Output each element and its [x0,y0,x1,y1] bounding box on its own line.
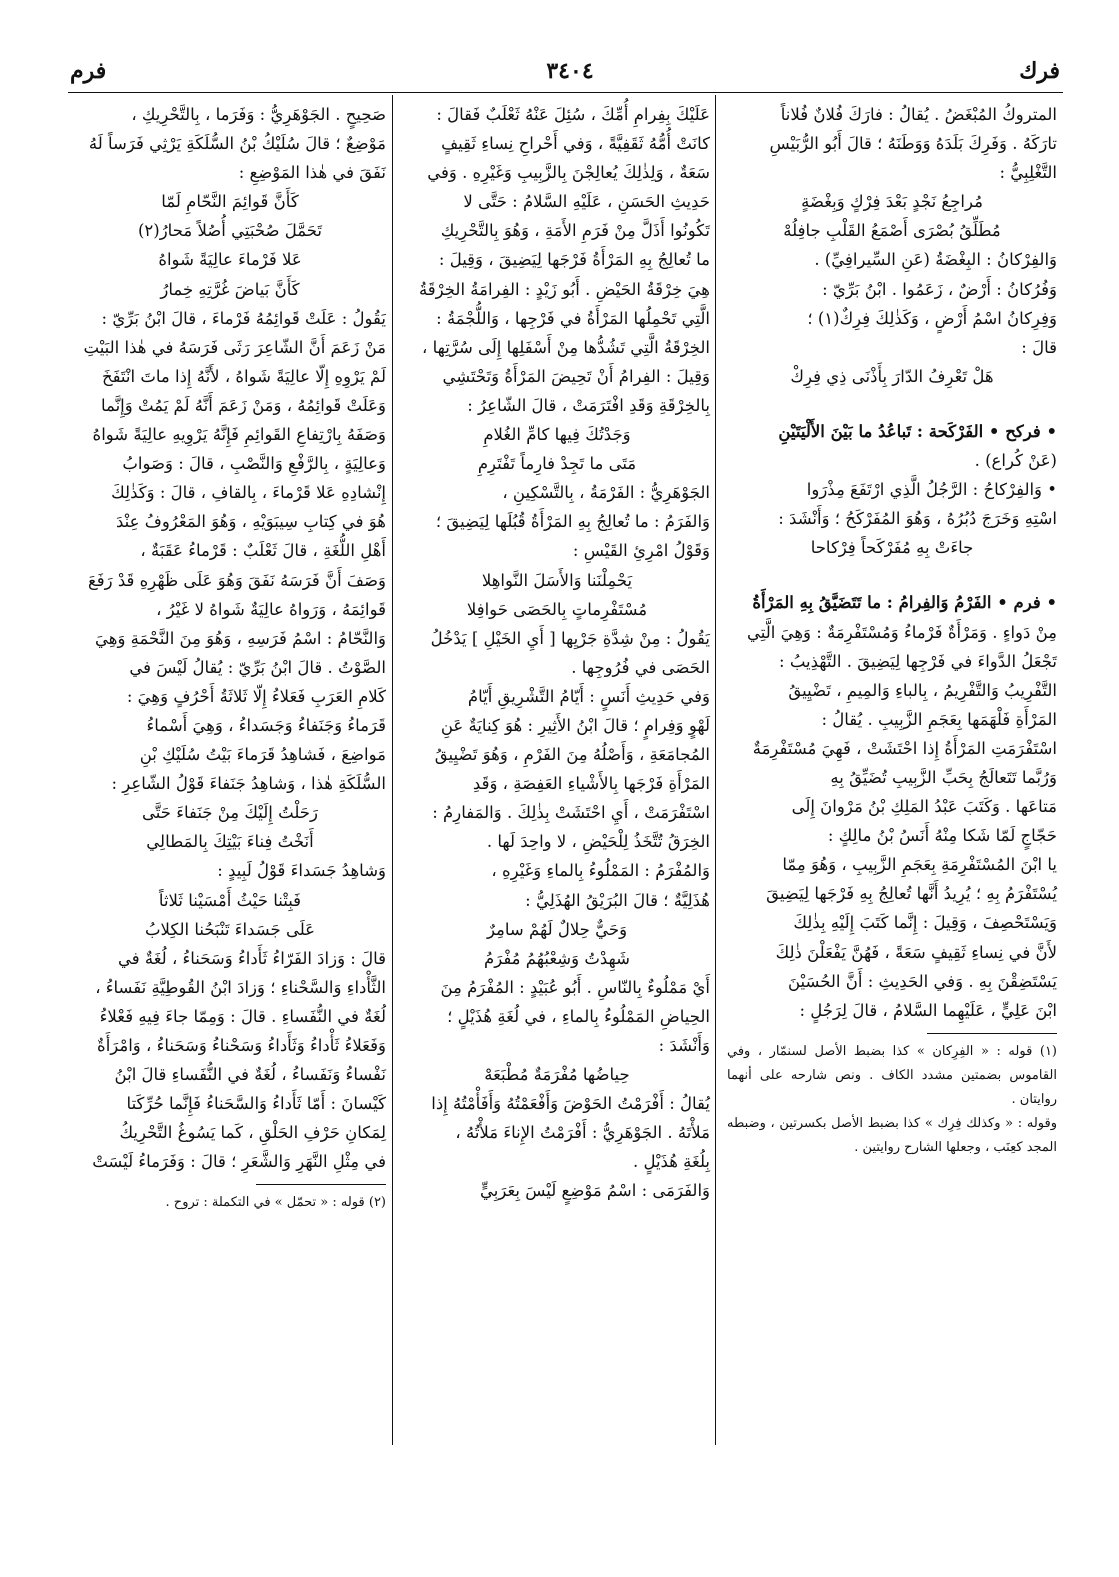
text-line: ابْنَ عَلِيٍّ ، عَلَيْهِما السَّلامُ ، قالَ لِرَجُلٍ : [799,1000,1057,1020]
page-number: ٣٤٠٤ [546,58,594,84]
text-line: كانَتْ أُمُّهُ ثَقَفِيَّةً ، وَفي أَحْراحِ نِساءِ ثَقِيفٍ [441,134,710,154]
verse-line: مَتَى ما تَجِدْ فارِماً تَفْتَرِمِ [477,454,637,474]
text-line: وَقَوْلُ امْرِئِ القَيْسِ : [572,541,710,561]
text-line: لأَنَّ في نِساءِ ثَقِيفٍ سَعَةً ، فَهُنَّ يَفْعَلْنَ ذٰلِكَ [775,942,1057,962]
text-line: الثَّأْداءِ وَالسَّحْناءِ ؛ وَزادَ ابْنُ القُوطِيَّةِ نَفَساءُ ، [95,977,386,997]
verse-line: مُطَلِّقُ بُصْرَى أَصْمَعُ القَلْبِ جافِلُهْ [783,221,1001,241]
text-line: مَواضِعَ ، فَشاهِدُ قَرَماءَ بَيْتُ سُلَيْكِ بْنِ [139,745,386,765]
verse-line: كَأَنَّ بَياضَ غُرَّتِهِ خِمارُ [160,279,300,299]
footnote-rule [927,1033,1057,1034]
text-line: وَفَعَلاءُ ثَأْداءُ وَثَأَداءُ وَسَحْناءُ وَسَحَناءُ ، وَامْرَأَةٌ [97,1036,386,1055]
verse-line: رَحَلْتُ إِلَيْكَ مِنْ جَنَفاءَ حَتَّى [142,803,318,823]
entry-gap [727,562,1057,588]
text-line: اسْتَفْرَمَتْ ، أَيِ احْتَشَتْ بِذٰلِكَ . وَالمَفارِمُ : [432,803,710,823]
text-line: المَرْأَةِ فَلْهَمَها بِعَجَمِ الزَّبِيبِ . يُقالُ : [821,709,1057,729]
text-line: وَصَفَ أَنَّ فَرَسَهُ نَفَقَ وَهُوَ عَلَى ظَهْرِهِ قَدْ رَفَعَ [87,570,386,590]
text-line: وَشاهِدُ جَسَداءَ قَوْلُ لَبِيدٍ : [217,861,386,881]
text-line: التَّفْرِيبُ وَالتَّفْرِيمُ ، بِالباءِ وَالمِيمِ ، تَضْيِيقُ [788,680,1057,700]
text-line: يَقُولُ : مِنْ شِدَّةِ جَرْيِها [ أَيِ الخَيْلِ ] يَدْخُلُ [430,628,710,648]
text-line: في مِثْلِ النَّهَرِ وَالشَّعَرِ ؛ قالَ : وَفَرَماءُ لَيْسَتْ [92,1152,386,1172]
verse-line: مُراجِعُ نَجْدٍ بَعْدَ فِرْكٍ وَبِغْضَةٍ [801,192,983,212]
text-line: المَرْأَةِ فَرْجَها بِالأَشْياءِ العَفِصَةِ ، وَقَدِ [472,774,710,794]
entry-heading-fark-h: • فركح • الفَرْكَحة : تَباعُدُ ما بَيْنَ الأَلْيَتَيْنِ [778,421,1057,441]
text-line: ما تُعالِجُ بِهِ المَرْأَةُ فَرْجَها لِيَضِيقَ ، وَقِيلَ : [438,250,710,270]
text-line: وَالمُفْرَمُ : المَمْلُوءُ بِالماءِ وَغَيْرِهِ ، [491,861,710,881]
text-line: كَيْسانَ : أَمّا ثَأَداءُ وَالسَّحَناءُ فَإِنَّما حُرِّكَتا [126,1094,386,1114]
text-line: وَعالِيَةٍ ، بِالرَّفْعِ وَالنَّصْبِ ، قالَ : وَصَوابُ [122,454,386,474]
text-line: لَمْ يَرْوِهِ إِلّا عالِيَةً شَواهُ ، لأَنَّهُ إِذا ماتَ انْتَفَخَ [101,366,386,386]
text-line: هِيَ خِرْقَةُ الحَيْضِ . أَبُو زَيْدٍ : الفِرامَةُ الخِرْقَةُ [418,279,710,299]
column-divider-left [392,95,393,1445]
middle-column [404,100,710,1206]
text-line: مَنْ زَعَمَ أَنَّ الشّاعِرَ رَثَى فَرَسَهُ في هٰذا البَيْتِ [83,337,386,357]
text-line: الخِرْقَةُ الَّتِي تَشُدُّها مِنْ أَسْفَلِها إِلَى سُرَّتِها ، [422,337,710,357]
text-line: هُذَلِيَّةٌ ؛ قالَ البُرَيْقُ الهُذَلِيُّ : [525,890,710,910]
verse-line: تَحَمَّلَ صُحْبَتِي أُصُلاً مَحارُ(٢) [137,221,323,241]
text-line: وَيَسْتَحْصِفَ ، وَقِيلَ : إِنَّما كَتَبَ إِلَيْهِ بِذٰلِكَ [793,913,1057,933]
text-line: يَسْتَضِقْنَ بِهِ . وَفي الحَدِيثِ : أَنَّ الحُسَيْنَ [787,971,1057,991]
text-line: سَعَةٌ ، وَلِذٰلِكَ يُعالِجْنَ بِالزَّبِيبِ وَغَيْرِهِ . وَفي [427,163,710,183]
header-rule [68,92,1063,93]
text-line: وَأَنْشَدَ : [658,1036,710,1055]
text-line: حَدِيثِ الحَسَنِ ، عَلَيْهِ السَّلامُ : حَتَّى لا [463,192,710,212]
footnote-rule [256,1184,386,1185]
text-line: (عَنْ كُراع) . [974,451,1057,471]
text-line: عَلَيْكَ بِفِرامِ أُمِّكَ ، سُئِلَ عَنْهُ ثَعْلَبٌ فَقالَ : [436,105,710,124]
text-line: وَقِيلَ : الفِرامُ أَنْ تَحِيضَ المَرْأَةُ وَتَحْتَشِي [442,366,710,386]
column-divider-right [715,95,716,1445]
text-line: وَعَلَتْ قَوائِمُهُ ، وَمَنْ زَعَمَ أَنَّهُ لَمْ يَمُتْ وَإِنَّما [101,395,386,415]
verse-line: مُسْتَفْرِماتٍ بِالحَصَى حَوافِلا [466,599,648,619]
text-line: وَالفَرَمَى : اسْمُ مَوْضِعٍ لَيْسَ بِعَرَبِيٍّ [480,1181,710,1201]
text-line: الصَّوْتُ . قالَ ابْنُ بَرِّيّ : يُقالُ لَيْسَ في [129,657,386,677]
text-line: يَقُولُ : عَلَتْ قَوائِمُهُ فَرْماءَ ، قالَ ابْنُ بَرِّيّ : [101,308,386,328]
text-line: الَّتِي تَحْمِلُها المَرْأَةُ في فَرْجِها ، وَاللُّجْمَةُ : [436,308,710,328]
text-line: قالَ : وَزادَ الفَرّاءُ ثَأَداءُ وَسَحَناءُ ، لُغَةٌ في [117,948,386,968]
text-line: حَجّاجٍ لَمّا شَكا مِنْهُ أَنَسُ بْنُ مالِكٍ : [827,826,1057,846]
text-line: تَجْعَلُ الدَّواءَ في فَرْجِها لِيَضِيقَ . التَّهْذِيبُ : [779,651,1057,671]
text-line: قَوائِمَهُ ، وَرَواهُ عالِيَةٌ شَواهُ لا غَيْرُ ، [156,599,386,619]
page-header [60,58,1060,92]
text-line: نَفَقَ في هٰذا المَوْضِعِ : [238,163,386,183]
text-line: الحِياضِ المَمْلُوءُ بِالماءِ ، في لُغَةِ هُذَيْلٍ ؛ [447,1006,710,1026]
text-line: وَصَفَهُ بِارْتِفاعِ القَوائِمِ فَإِنَّهُ يَرْوِيهِ عالِيَةً شَواهُ [92,425,386,445]
text-line: بِالخِرْقَةِ وَقَدِ افْتَرَمَتْ ، قالَ الشّاعِرُ : [467,395,710,415]
verse-line: جاءَتْ بِهِ مُفَرْكَحاً فِرْكاحا [810,538,974,558]
verse-line: وَجَدْتُكَ فِيها كامِّ الغُلامِ [483,425,631,445]
footnote: (٢) قوله : « تحمّل » في التكملة : تروح . [165,1195,386,1211]
text-line: وَفي حَدِيثِ أَنَسٍ : أَيّامُ التَّشْرِيقِ أَيّامُ [467,686,710,706]
text-line: اسْتِهِ وَخَرَجَ دُبُرُهُ ، وَهُوَ المُفَرْكَحُ ؛ وَأَنْشَدَ : [778,509,1057,529]
footnotes [74,1191,386,1215]
text-line: وَالنَّحّامُ : اسْمُ فَرَسِهِ ، وَهُوَ مِنَ النَّحْمَةِ وَهِيَ [95,628,386,648]
text-line: يا ابْنَ المُسْتَفْرِمَةِ بِعَجَمِ الزَّبِيبِ ، وَهُوَ مِمّا [782,855,1057,875]
header-left-word: فرم [70,58,107,84]
text-line: كَلامِ العَرَبِ فَعَلاءُ إِلّا ثَلاثَةُ أَحْرُفٍ وَهِيَ : [126,686,386,706]
text-line: مِنْ دَواءٍ . وَمَرْأَةٌ فَرْماءُ وَمُسْتَفْرِمَةٌ : وَهِيَ الَّتِي [747,622,1057,642]
text-line: وَفِرِكانُ اسْمُ أَرْضٍ ، وَكَذٰلِكَ فِرِكٌ(١) ؛ [807,308,1057,328]
footnote: (١) قوله : « الفِرِكان » كذا بضبط الأصل لسنمّار ، وفي القاموس بضمتين مشدد الكاف . ونص شارحه على أنهما روايتان . [727,1043,1057,1107]
text-line: تَكُونُوا أَذَلَّ مِنْ فَرَمِ الأَمَةِ ، وَهُوَ بِالتَّحْرِيكِ [440,221,710,241]
text-line: هُوَ في كِتابِ سِيبَوَيْهِ ، وَهُوَ المَعْرُوفُ عِنْدَ [115,512,386,532]
text-line: التَّغْلِبِيُّ : [999,163,1057,183]
text-line: أَهْلِ اللُّغَةِ ، قالَ ثَعْلَبٌ : قَرْماءُ عَقَبَةٌ ، [140,541,386,561]
footnote: وقوله : « وكذلك فِرِك » كذا بضبط الأصل بكسرتين ، وضبطه المجد كعِنَب ، وجعلها الشارح روايتين . [727,1115,1057,1155]
text-line: مَتاعَها . وَكَتَبَ عَبْدُ المَلِكِ بْنُ مَرْوانَ إِلَى [791,797,1057,817]
text-line: يُقالُ : أَفْرَمْتُ الحَوْضَ وَأَفْعَمْتُهُ وَأَفَأْمْتُهُ إِذا [431,1094,710,1114]
text-line: الحَصَى في فُرُوجِها . [571,657,710,677]
text-line: المتروكُ المُبْغَضُ . يُقالُ : فارَكَ فُلانٌ فُلاناً [780,105,1057,124]
text-line: قالَ : [1021,337,1057,357]
text-line: يُسْتَفْرَمُ بِهِ ؛ يُرِيدُ أَنَّها تُعالِجُ بِهِ فَرْجَها لِيَضِيقَ [766,884,1057,904]
text-line: لَهْوٍ وَفِرامٍ ؛ قالَ ابْنُ الأَثِيرِ : هُوَ كِنايَةٌ عَنِ [440,715,710,735]
verse-line: وَحَيٌّ حِلالٌ لَهُمْ سامِرٌ [486,919,628,939]
verse-line: شَهِدْتُ وَشِعْبُهُمُ مُفْرَمُ [484,948,630,968]
verse-line: حِياضُها مُفْرَمَةٌ مُطْبَعَهْ [484,1065,630,1085]
text-line: مَلأْتَهُ . الجَوْهَرِيُّ : أَفْرَمْتُ الإِناءَ مَلأْتُهُ ، [455,1123,710,1143]
text-line: وَرُبَّما تَتَعالَجُ بِحَبِّ الزَّبِيبِ تُضَيِّقُ بِهِ [830,767,1057,787]
text-line: وَالفَرَمُ : ما تُعالِجُ بِهِ المَرْأَةُ قُبُلَها لِيَضِيقَ ؛ [435,512,710,532]
text-line: السُّلَكَةِ هٰذا ، وَشاهِدُ جَنَفاءَ قَوْلُ الشّاعِرِ : [111,774,386,794]
entry-heading-farm: • فرم • الفَرْمُ وَالفِرامُ : ما تَتَضَيَّقُ بِهِ المَرْأَةُ [752,593,1057,613]
text-line: تارَكَهُ . وَفَرِكَ بَلَدَهُ وَوَطَنَهُ ؛ قالَ أَبُو الرُّبَيْسِ [769,134,1057,154]
text-line: المُجامَعَةِ ، وَأَصْلُهُ مِنَ الفَرْمِ ، وَهُوَ تَضْيِيقُ [434,745,710,765]
text-line: أَيْ مَمْلُوءٌ بِالنّاسِ . أَبُو عُبَيْدٍ : المُفْرَمُ مِنَ [440,977,710,997]
text-line: نَفْساءُ وَنَفَساءُ ، لُغَةٌ في النُّفَساءِ قالَ ابْنُ [114,1065,386,1085]
left-column [74,100,386,1215]
text-line: قَرَماءُ وَجَنَفاءُ وَجَسَداءُ ، وَهِيَ أَسْماءُ [146,715,386,735]
text-line: لُغَةٌ في النُّفَساءِ . قالَ : وَمِمّا جاءَ فِيهِ فَعْلاءُ [99,1006,386,1026]
footnotes [727,1040,1057,1160]
text-line: صَحِيحٍ . الجَوْهَرِيُّ : وَفَرَما ، بِالتَّحْرِيكِ ، [131,105,386,124]
right-column [727,100,1057,1160]
text-line: الجَوْهَرِيُّ : الفَرْمَةُ ، بِالتَّسْكِينِ ، [502,483,710,503]
verse-line: أَنَخْتُ فِناءَ بَيْتِكَ بِالمَطالِي [146,832,314,852]
text-line: بِلُغَةِ هُذَيْلٍ . [632,1152,710,1172]
text-line: اسْتَفْرَمَتِ المَرْأَةُ إِذا احْتَشَتْ ، فَهِيَ مُسْتَفْرِمَةٌ [752,738,1057,758]
text-line: • وَالفِرْكاحُ : الرَّجُلُ الَّذِي ارْتَفَعَ مِذْرَوا [806,480,1057,500]
text-line: وَالفِرْكانُ : البِغْضَةُ (عَنِ السِّيرافِيِّ) . [814,250,1057,270]
verse-line: عَلا فَرْماءَ عالِيَةً شَواهُ [158,250,302,270]
verse-line: يَحْمِلْنَنا وَالأَسَلَ النَّواهِلا [481,570,633,590]
text-line: الخِرَقُ تُتَّخَذُ لِلْحَيْضِ ، لا واحِدَ لَها . [486,832,710,852]
header-right-word: فرك [1019,58,1060,84]
text-line: لِمَكانِ حَرْفِ الحَلْقِ ، كَما يَسُوغُ التَّحْرِيكُ [119,1123,386,1143]
verse-line: كَأَنَّ قَوائِمَ النَّحّامِ لَمّا [161,192,299,212]
text-line: وَفُرُكانُ : أَرْضٌ ، زَعَمُوا . ابْنُ بَرِّيّ : [822,279,1057,299]
verse-line: فَبِتْنا حَيْثُ أَمْسَيْنا ثَلاثاً [158,890,302,910]
verse-line: عَلَى جَسَداءَ تَنْبَحُنا الكِلابُ [144,919,316,939]
text-line: إِنْشادِهِ عَلا قَرْماءَ ، بِالقافِ ، قالَ : وَكَذٰلِكَ [111,483,386,503]
entry-gap [727,391,1057,417]
text-line: مَوْضِعٌ ؛ قالَ سُلَيْكُ بْنُ السُّلَكَةِ يَرْثِي فَرَساً لَهُ [88,134,386,154]
verse-line: هَلْ تَعْرِفُ الدّارَ بِأَذْنَى ذِي فِرِكْ [790,366,994,386]
